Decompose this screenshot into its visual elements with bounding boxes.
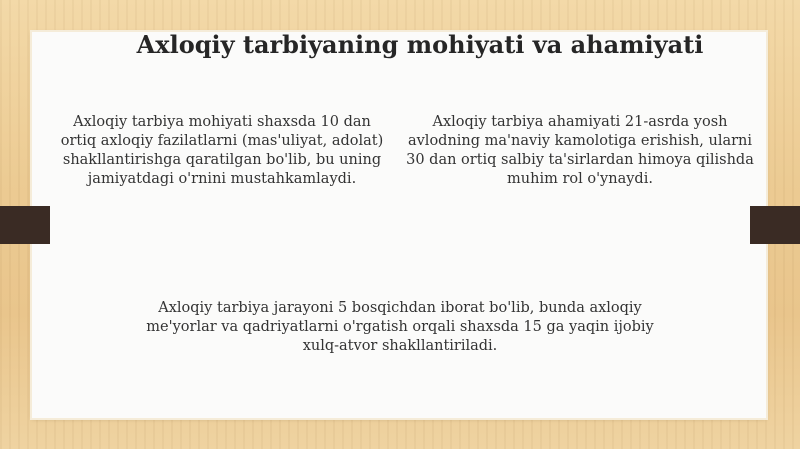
bottom-text-block: Axloqiy tarbiya jarayoni 5 bosqichdan iborat bo'lib, bunda axloqiy me'yorlar va qadriyatlarni o'rgatish orqali shaxsda 15 ga yaqin ijobiy xulq-atvor shakllantiriladi. <box>146 300 654 354</box>
slide-title: Axloqiy tarbiyaning mohiyati va ahamiyati <box>136 30 704 59</box>
left-text-block: Axloqiy tarbiya mohiyati shaxsda 10 dan ortiq axloqiy fazilatlarni (mas'uliyat, adolat) shakllantirishga qaratilgan bo'lib, bu uning jamiyatdagi o'rnini mustahkamlaydi. <box>60 114 384 187</box>
right-text-block: Axloqiy tarbiya ahamiyati 21-asrda yosh avlodning ma'naviy kamolotiga erishish, ularni 30 dan ortiq salbiy ta'sirlardan himoya qilishda muhim rol o'ynaydi. <box>406 114 754 187</box>
slide-panel <box>32 32 766 418</box>
right-decorative-tab <box>750 206 800 244</box>
left-decorative-tab <box>0 206 50 244</box>
